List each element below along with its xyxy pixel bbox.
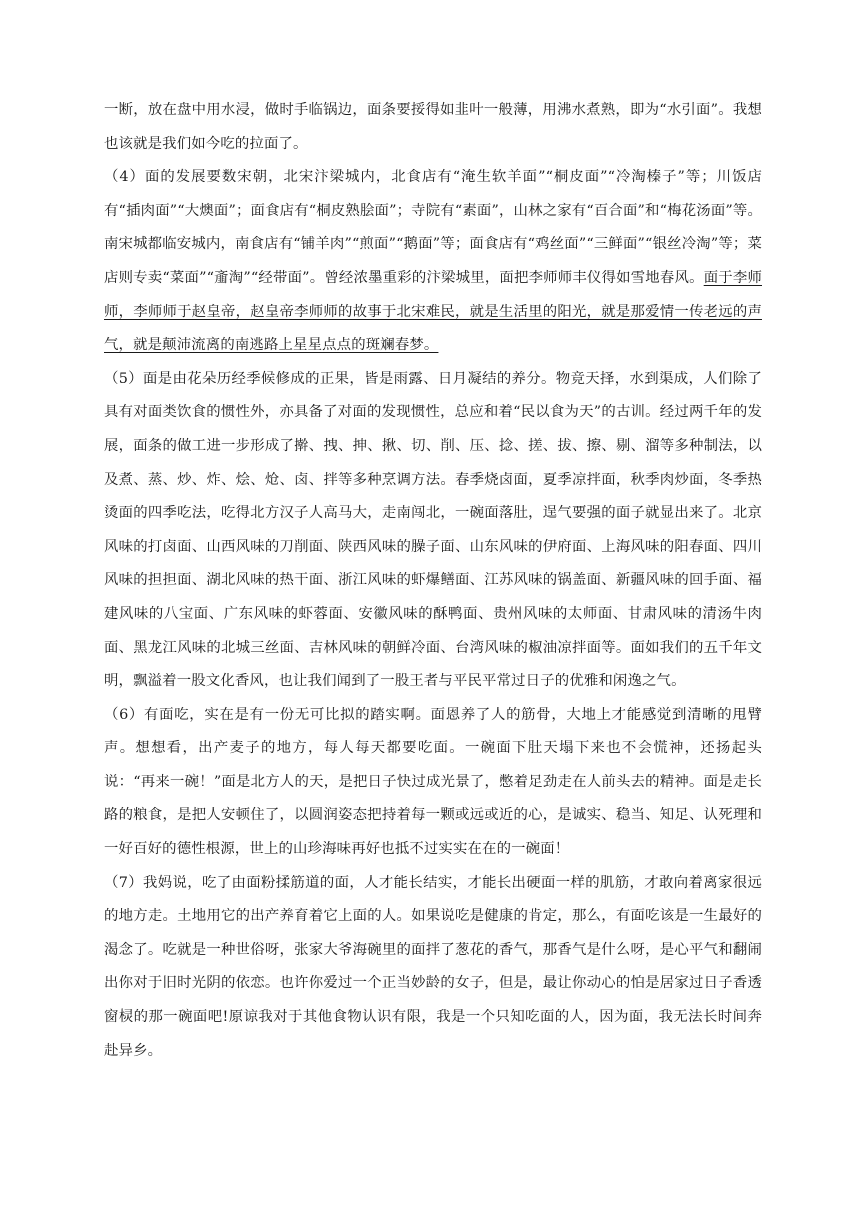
paragraph-4-text: （4）面的发展要数宋朝，北宋汴梁城内，北食店有“淹生软羊面”“桐皮面”“冷淘榛子”等；川饭店有“插肉面”“大燠面”；面食店有“桐皮熟脍面”；寺院有“素面”，山林之家有“百合面”和“梅花汤面”等。南宋城都临安城内，南食店有“铺羊肉”“煎面”“鹅面”等；面食店有“鸡丝面”“三鲜面”“银丝冷淘”等；菜店则专卖“菜面”“齑淘”“经带面”。曾经浓墨重彩的汴梁城里，面把李师师丰仪得如雪地春风。: [104, 169, 762, 286]
paragraph-5: （5）面是由花朵历经季候修成的正果，皆是雨露、日月凝结的养分。物竞天择，水到渠成，人们除了具有对面类饮食的惯性外，亦具备了对面的发现惯性，总应和着“民以食为天”的古训。经过两千年的发展，面条的做工进一步形成了擀、拽、抻、揪、切、削、压、捻、搓、拔、擦、剔、溜等多种制法，以及煮、蒸、炒、炸、烩、炝、卤、拌等多种烹调方法。春季烧卤面，夏季凉拌面，秋季肉炒面，冬季热烫面的四季吃法，吃得北方汉子人高马大，走南闯北，一碗面落肚，逞气要强的面子就显出来了。北京风味的打卤面、山西风味的刀削面、陕西风味的臊子面、山东风味的伊府面、上海风味的阳春面、四川风味的担担面、湖北风味的热干面、浙江风味的虾爆鳝面、江苏风味的锅盖面、新疆风味的回手面、福建风味的八宝面、广东风味的虾蓉面、安徽风味的酥鸭面、贵州风味的太师面、甘肃风味的清汤牛肉面、黑龙江风味的北城三丝面、吉林风味的朝鲜冷面、台湾风味的椒油凉拌面等。面如我们的五千年文明，飘溢着一股文化香风，也让我们闻到了一股王者与平民平常过日子的优雅和闲逸之气。: [104, 370, 762, 690]
paragraph-4-underlined-sentence: 面于李师师，李师师于赵皇帝，赵皇帝李师师的故事于北宋难民，就是生活里的阳光，就是那爱情一传老远的声气，就是颠沛流离的南逃路上星星点点的斑斓春梦。: [104, 269, 762, 354]
document-page: [104, 94, 762, 1068]
paragraph-4: [104, 161, 762, 363]
paragraph-6: （6）有面吃，实在是有一份无可比拟的踏实啊。面恩养了人的筋骨，大地上才能感觉到清晰的甩臂声。想想看，出产麦子的地方，每人每天都要吃面。一碗面下肚天塌下来也不会慌神，还扬起头说：“再来一碗！”面是北方人的天，是把日子快过成光景了，憋着足劲走在人前头去的精神。面是走长路的粮食，是把人安顿住了，以圆润姿态把持着每一颗或远或近的心，是诚实、稳当、知足、认死理和一好百好的德性根源，世上的山珍海味再好也抵不过实实在在的一碗面！: [104, 706, 762, 858]
paragraph-7: （7）我妈说，吃了由面粉揉筋道的面，人才能长结实，才能长出硬面一样的肌筋，才敢向着离家很远的地方走。土地用它的出产养育着它上面的人。如果说吃是健康的肯定，那么，有面吃该是一生最好的渴念了。吃就是一种世俗呀，张家大爷海碗里的面拌了葱花的香气，那香气是什么呀，是心平气和翻闹出你对于旧时光阴的依恋。也许你爱过一个正当妙龄的女子，但是，最让你动心的怕是居家过日子香透窗棂的那一碗面吧!原谅我对于其他食物认识有限，我是一个只知吃面的人，因为面，我无法长时间奔赴异乡。: [104, 874, 762, 1059]
paragraph-continuation: 一断，放在盘中用水浸，做时手临锅边，面条要挼得如韭叶一般薄，用沸水煮熟，即为“水引面”。我想也该就是我们如今吃的拉面了。: [104, 102, 762, 152]
